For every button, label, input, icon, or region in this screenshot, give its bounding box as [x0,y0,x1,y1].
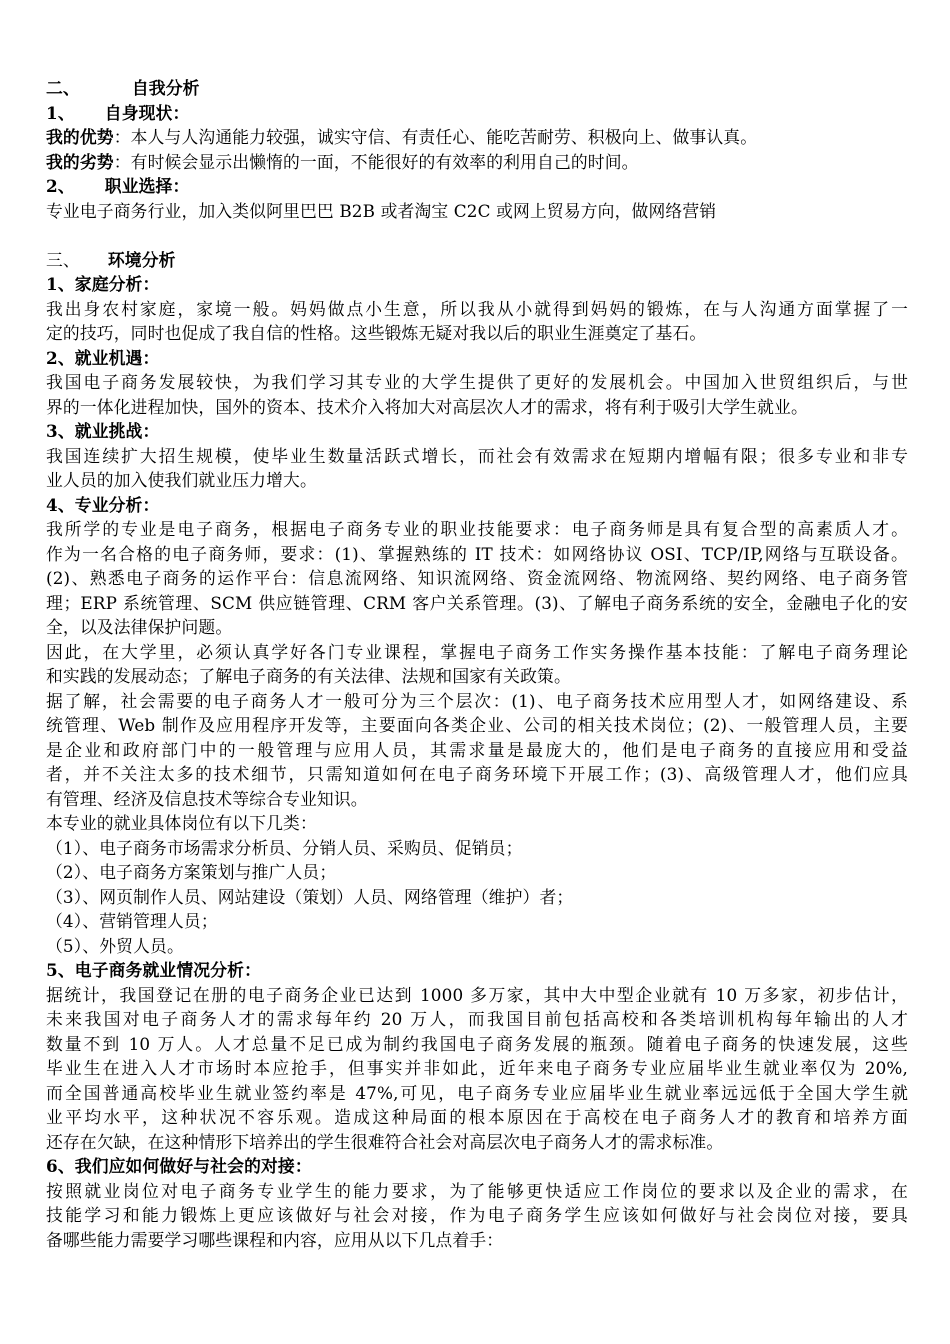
blank-line [46,223,908,248]
job-list-item: （1）、电子商务市场需求分析员、分销人员、采购员、促销员； [46,837,523,858]
heading-job-challenge: 3、就业挑战： [46,421,160,441]
subheading-number: 2、 [46,176,75,196]
career-choice-text: 专业电子商务行业，加入类似阿里巴巴 B2B 或者淘宝 C2C 或网上贸易方向，做网络营销 [46,200,717,221]
paragraph-line: 因此，在大学里，必须认真学好各门专业课程，掌握电子商务工作实务操作基本技能：了解电子商务理论 [46,641,908,662]
weaknesses-label: 我的劣势 [46,151,114,172]
subheading-current-status [46,101,908,126]
paragraph-line: 和实践的发展动态；了解电子商务的有关法律、法规和国家有关政策。 [46,666,571,686]
job-list-item: （3）、网页制作人员、网站建设（策划）人员、网络管理（维护）者； [46,886,574,907]
weaknesses-line [46,150,908,175]
paragraph-line: 业平均水平，这种状况不容乐观。造成这种局面的根本原因在于高校在电子商务人才的教育和培养方面 [46,1107,908,1127]
subheading-number: 1、 [46,102,75,123]
paragraph-line: 定的技巧，同时也促成了我自信的性格。这些锻炼无疑对我以后的职业生涯奠定了基石。 [46,323,707,343]
paragraph-line: 毕业生在进入人才市场时本应抢手，但事实并非如此，近年来电子商务专业应届毕业生就业率仅为 20%, [46,1058,908,1078]
section-heading-environment [46,248,908,273]
strengths-line [46,125,908,150]
paragraph-line: (2)、熟悉电子商务的运作平台：信息流网络、知识流网络、资金流网络、物流网络、契约网络、电子商务管 [46,568,908,588]
paragraph-line: 技能学习和能力锻炼上更应该做好与社会对接，作为电子商务学生应该如何做好与社会岗位对接，要具 [46,1205,908,1225]
section-number: 二、 [46,78,80,98]
strengths-text: ：本人与人沟通能力较强，诚实守信、有责任心、能吃苦耐劳、积极向上、做事认真。 [113,127,758,147]
paragraph-line: 我国电子商务发展较快，为我们学习其专业的大学生提供了更好的发展机会。中国加入世贸组织后，与世 [46,372,908,392]
paragraph-line: 备哪些能力需要学习哪些课程和内容，应用从以下几点着手： [46,1229,504,1250]
heading-family-analysis: 1、家庭分析： [46,274,160,294]
paragraph-line: 还存在欠缺，在这种情形下培养出的学生很难符合社会对高层次电子商务人才的需求标准。 [46,1131,724,1152]
paragraph-line: 我国连续扩大招生规模，使毕业生数量活跃式增长，而社会有效需求在短期内增幅有限；很多专业和非专 [46,445,908,466]
paragraph-line: 数量不到 10 万人。人才总量不足已成为制约我国电子商务发展的瓶颈。随着电子商务的快速发展，这些 [46,1033,908,1054]
paragraph-line: 我所学的专业是电子商务，根据电子商务专业的职业技能要求：电子商务师是具有复合型的高素质人才。 [46,519,908,539]
weaknesses-text: ：有时候会显示出懒惰的一面，不能很好的有效率的利用自己的时间。 [113,151,639,172]
paragraph-line: 理；ERP 系统管理、SCM 供应链管理、CRM 客户关系管理。(3)、了解电子商务系统的安全，金融电子化的安 [46,592,908,613]
paragraph-line: 而全国普通高校毕业生就业签约率是 47%,可见，电子商务专业应届毕业生就业率远远低于全国大学生就 [46,1082,908,1103]
paragraph-line: 按照就业岗位对电子商务专业学生的能力要求，为了能够更快适应工作岗位的要求以及企业的需求，在 [46,1180,908,1201]
heading-society-connection: 6、我们应如何做好与社会的对接： [46,1156,312,1176]
paragraph-line: 未来我国对电子商务人才的需求每年约 20 万人，而我国目前包括高校和各类培训机构每年输出的人才 [46,1009,908,1029]
paragraph-line: 者，并不关注太多的技术细节，只需知道如何在电子商务环境下开展工作；(3)、高级管理人才，他们应具 [46,764,908,784]
job-list-item: （2）、电子商务方案策划与推广人员； [46,862,337,882]
section-heading-self-analysis [46,76,908,101]
job-list-item: （4）、营销管理人员； [46,911,218,931]
subheading-title: 职业选择： [104,176,190,196]
paragraph-line: 我出身农村家庭，家境一般。妈妈做点小生意，所以我从小就得到妈妈的锻炼，在与人沟通方面掌握了一 [46,298,908,319]
paragraph-line: 是企业和政府部门中的一般管理与应用人员，其需求量是最庞大的，他们是电子商务的直接应用和受益 [46,739,908,760]
heading-job-opportunity: 2、就业机遇： [46,347,160,368]
paragraph-line: 据统计，我国登记在册的电子商务企业已达到 1000 多万家，其中大中型企业就有 10 万多家，初步估计， [46,984,908,1005]
paragraph-line: 业人员的加入使我们就业压力增大。 [46,470,317,490]
paragraph-line: 界的一体化进程加快，国外的资本、技术介入将加大对高层次人才的需求，将有利于吸引大学生就业。 [46,396,808,417]
paragraph-line: 作为一名合格的电子商务师，要求：(1)、掌握熟练的 IT 技术：如网络协议 OSI、TCP/IP,网络与互联设备。 [46,543,908,564]
heading-employment-situation: 5、电子商务就业情况分析： [46,960,262,980]
subheading-title: 自身现状： [104,102,190,123]
subheading-career-choice [46,174,908,199]
jobs-intro: 本专业的就业具体岗位有以下几类： [46,813,317,833]
paragraph-line: 全，以及法律保护问题。 [46,617,233,637]
section-title: 自我分析 [131,78,200,98]
section-number: 三、 [46,249,80,270]
paragraph-line: 有管理、经济及信息技术等综合专业知识。 [46,788,368,809]
paragraph-line: 统管理、Web 制作及应用程序开发等，主要面向各类企业、公司的相关技术岗位；(2)、一般管理人员，主要 [46,715,908,735]
strengths-label: 我的优势 [46,127,114,147]
heading-major-analysis: 4、专业分析： [46,494,160,515]
paragraph-line: 据了解，社会需要的电子商务人才一般可分为三个层次：(1)、电子商务技术应用型人才，如网络建设、系 [46,690,908,711]
job-list-item: （5）、外贸人员。 [46,935,184,956]
section-title: 环境分析 [107,249,176,270]
document-page [46,76,908,1252]
